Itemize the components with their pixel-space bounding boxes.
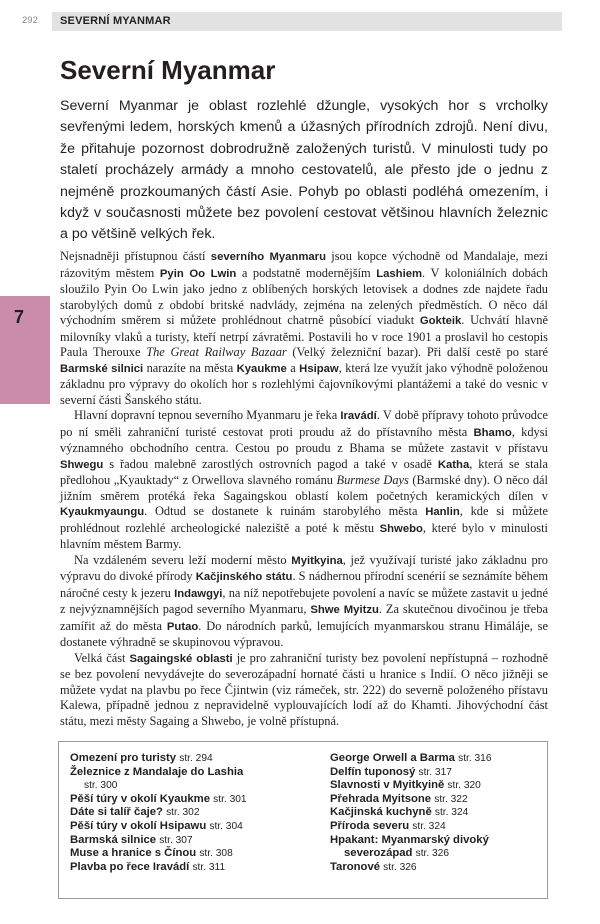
xref-page: str. 326 [415, 848, 450, 860]
bold-place-name: Iravádí [340, 410, 377, 422]
xref-item[interactable] [330, 766, 540, 780]
body-paragraph-2 [60, 408, 548, 553]
xref-title: Železnice z Mandalaje do Lashia [70, 765, 244, 778]
xref-title: Plavba po řece Iravádí [70, 860, 190, 873]
xref-page: str. 307 [159, 834, 193, 846]
text-run: , které bylo v minulosti hlavním městem Barmy. [60, 520, 549, 551]
bold-place-name: Shwe Myitzu [310, 604, 379, 616]
chapter-tab [0, 296, 50, 404]
text-run: , která lze využít jako výhodně položenou základnu pro výpravy do okolích hor s rozlehlými čajovníkovými plantážemi a také do vesnic v severní části Šanského státu. [60, 360, 548, 407]
xref-title: George Orwell a Barma [330, 752, 455, 764]
bold-place-name: Hsipaw [299, 362, 339, 375]
xref-page: str. 294 [179, 753, 213, 764]
xref-page: str. 302 [166, 807, 200, 819]
text-run: , kde si můžete prohlédnout rozlehlé archeologické naleziště a poté k městu [60, 504, 548, 535]
xref-item[interactable] [70, 766, 315, 793]
text-run: Velká část [74, 650, 130, 665]
text-run: . Uchvátí hlavně milovníky vlaků a turisty, kteří netrpí závratěmi. Postavili ho v roce 1901 a proslavil ho cestopis Paula Therouxe [60, 313, 548, 359]
bold-place-name: severního Myanmaru [210, 251, 326, 263]
xref-item[interactable] [330, 779, 540, 793]
xref-page: str. 300 [84, 780, 118, 792]
chapter-number: 7 [14, 307, 25, 327]
xref-item[interactable] [70, 861, 315, 875]
xref-title: Hpakant: Myanmarský divoký severozápad [330, 833, 489, 860]
xref-page: str. 311 [192, 861, 226, 873]
xref-item[interactable] [70, 834, 315, 848]
xref-page: str. 301 [213, 793, 247, 805]
bold-place-name: Kyaukme [236, 362, 287, 375]
xref-title: Slavnosti v Myitkyině [330, 779, 445, 792]
xref-item[interactable] [70, 752, 315, 766]
text-run: a podstatně modernějším [236, 265, 377, 280]
xref-page: str. 316 [458, 753, 492, 764]
cross-reference-column-left [70, 752, 315, 874]
text-run: jsou kopce východně od Mandalaje, mezi rázovitým městem [60, 249, 549, 280]
xref-page: str. 324 [434, 807, 469, 819]
bold-place-name: Myitkyina [291, 554, 343, 567]
running-head: SEVERNÍ MYANMAR [60, 15, 171, 27]
text-run: (Velký železniční bazar). Při další cestě po staré [286, 345, 549, 359]
xref-title: Dáte si talíř čaje? [70, 806, 163, 819]
xref-item[interactable] [330, 820, 540, 834]
bold-place-name: Kyaukmyaungu [60, 506, 145, 518]
text-run: , která se stala předlohou „Kyauktady“ z Orwellova slavného románu [60, 456, 548, 487]
text-run: . V koloniálních dobách sloužilo Pyin Oo Lwin jako jedno z oblíbených horských letovisek a dodnes zde najdete řadu starobylých domů z období britské nadvlády, zejména na zelených předměstích. O něco dál východním směrem si můžete prohlédnout chatrně působící viadukt [60, 265, 549, 327]
bold-place-name: Kačjinského státu [195, 571, 293, 583]
bold-place-name: Shwebo [379, 522, 423, 535]
xref-page: str. 308 [199, 848, 233, 860]
xref-title: Muse a hranice s Čínou [70, 847, 197, 860]
xref-item[interactable] [330, 793, 540, 807]
text-run: s řadou malebně zarostlých ostrovních pagod a také v osadě [103, 456, 438, 471]
italic-book-title: The Great Railway Bazaar [146, 345, 287, 359]
xref-page: str. 317 [418, 766, 452, 778]
text-run: , kdysi významného obchodního centra. Cestou po proudu z Bhama se můžete zastavit v přístavu [60, 424, 548, 455]
text-run: . S nádhernou přírodní scenérií se seznámíte během náročné cesty k jezeru [60, 569, 548, 600]
xref-title: Příroda severu [330, 819, 410, 832]
text-run: Hlavní dopravní tepnou severního Myanmaru je řeka [74, 408, 341, 422]
text-run: . Za skutečnou divočinou je třeba zamířit až do města [60, 602, 548, 633]
text-run: . Do národních parků, lemujících myanmarskou stranu Himáláje, se dostanete výhradně se skupinovou výpravou. [60, 618, 548, 649]
xref-title: Delfín tuponosý [330, 765, 416, 778]
cross-reference-box [58, 741, 548, 899]
bold-place-name: Gokteik [419, 315, 462, 327]
body-text [60, 249, 548, 729]
bold-place-name: Katha [437, 458, 470, 471]
bold-place-name: Sagaingské oblasti [129, 652, 233, 665]
page-number: 292 [22, 15, 38, 26]
text-run: Nejsnadněji přístupnou částí [60, 249, 211, 263]
body-paragraph-3 [60, 553, 548, 651]
xref-title: Taronové [330, 860, 381, 873]
text-run: , jež využívají turisté jako základnu pro výpravu do divoké přírody [60, 552, 549, 583]
xref-item[interactable] [70, 793, 315, 807]
bold-place-name: Shwegu [60, 458, 104, 471]
text-run: , na níž nepotřebujete povolení a navíc se můžete zastavit u jedné z nejvýznamnějších pagod severního Myanmaru, [60, 585, 548, 616]
xref-page: str. 326 [383, 861, 417, 873]
bold-place-name: Lashiem [376, 267, 423, 280]
xref-title: Pěší túry v okolí Kyaukme [70, 792, 211, 805]
xref-title: Omezení pro turisty [70, 752, 177, 764]
bold-place-name: Indawgyi [174, 587, 223, 600]
xref-item[interactable] [70, 820, 315, 834]
xref-page: str. 320 [447, 780, 481, 792]
page-header [22, 12, 562, 32]
bold-place-name: Bhamo [473, 426, 512, 439]
bold-place-name: Putao [166, 620, 199, 633]
bold-place-name: Barmské silnici [60, 362, 144, 375]
chapter-title: Severní Myanmar [60, 55, 276, 85]
xref-item[interactable] [330, 861, 540, 875]
xref-page: str. 324 [412, 820, 446, 832]
text-run: je pro zahraniční turisty bez povolení nepřístupná – rozhodně se bez povolení nevydávejte do severozápadní hornaté části u hranice s Indií. O něco jižněji se můžete vydat na plavbu po řece Čjintwin (viz rámeček, str. 222) do severně položeného přístavu Kalewa, případně jednou z nepravidelně vyplouvajících lodí až do Khamti. Jihovýchodní část státu, mezi městy Sagaing a Shwebo, je volně přístupná. [60, 650, 549, 728]
xref-title: Kačjinská kuchyně [330, 806, 432, 819]
xref-item[interactable] [70, 806, 315, 820]
xref-item[interactable] [330, 752, 540, 766]
bold-place-name: Hanlin [425, 506, 460, 518]
xref-page: str. 304 [209, 820, 243, 832]
cross-reference-column-right [330, 752, 540, 874]
xref-page: str. 322 [434, 793, 468, 805]
text-run: . V době přípravy tohoto průvodce po ní směli zahraniční turisté cestovat proti proudu až do přístavního města [60, 408, 548, 439]
italic-book-title: Burmese Days [336, 473, 409, 487]
xref-item[interactable] [70, 847, 315, 861]
text-run: narazíte na města [143, 360, 237, 375]
body-paragraph-4 [60, 651, 548, 730]
xref-title: Pěší túry v okolí Hsipawu [70, 819, 207, 832]
text-run: Na vzdáleném severu leží moderní město [74, 552, 292, 567]
body-paragraph-1 [60, 249, 548, 408]
lead-paragraph: Severní Myanmar je oblast rozlehlé džungle, vysokých hor s vrcholky sevřenými ledem, horských kmenů a úžasných přírodních zdrojů. Není divu, že přitahuje pozornost dobrodružně založených turistů. V minulosti tudy po staletí procházely armády a mnoho cestovatelů, ale přesto jde o jednu z nejméně prozkoumaných částí Asie. Pohyb po oblasti podléhá omezením, i když v současnosti můžete bez povolení cestovat většinou hlavních železnic a po většině velkých řek. [60, 98, 548, 243]
text-run: (Barmské dny). O něco dál jižním směrem protéká řeka Sagaingskou oblastí kolem početných keramických dílen v [60, 473, 548, 503]
xref-title: Přehrada Myitsone [330, 792, 432, 805]
bold-place-name: Pyin Oo Lwin [159, 267, 237, 280]
xref-title: Barmská silnice [70, 833, 157, 846]
xref-item[interactable] [330, 834, 540, 861]
xref-item[interactable] [330, 806, 540, 820]
text-run: . Odtud se dostanete k ruinám starobylého města [144, 504, 426, 518]
text-run: a [286, 360, 300, 375]
